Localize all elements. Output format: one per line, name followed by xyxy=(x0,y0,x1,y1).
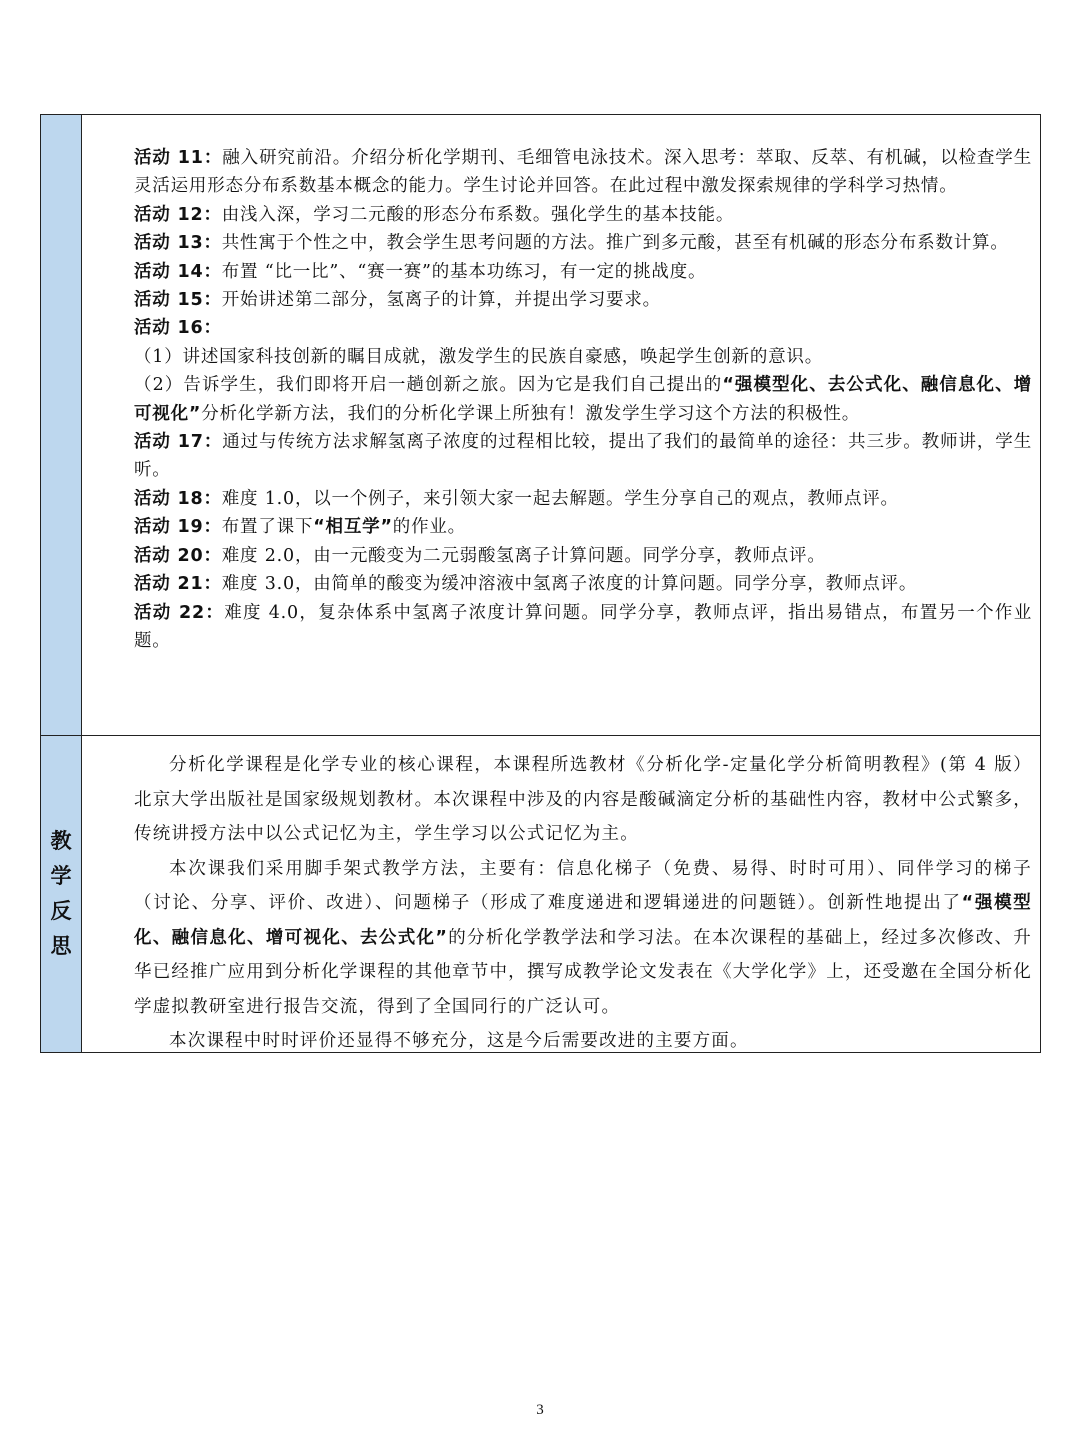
reflection-paragraph-2: 本次课我们采用脚手架式教学方法，主要有：信息化梯子（免费、易得、时时可用）、同伴学习的梯子（讨论、分享、评价、改进）、问题梯子（形成了难度递进和逻辑递进的问题链）。创新性地提出了“强模型化、融信息化、增可视化、去公式化”的分析化学教学法和学习法。在本次课程的基础上，经过多次修改、升华已经推广应用到分析化学课程的其他章节中，撰写成教学论文发表在《大学化学》上，还受邀在全国分析化学虚拟教研室进行报告交流，得到了全国同行的广泛认可。 xyxy=(134,858,1032,1017)
activity-22: 活动 22：难度 4.0，复杂体系中氢离子浓度计算问题。同学分享，教师点评，指出易错点，布置另一个作业题。 xyxy=(134,602,1032,651)
activity-17: 活动 17：通过与传统方法求解氢离子浓度的过程相比较，提出了我们的最简单的途径：共三步。教师讲，学生听。 xyxy=(134,432,1032,481)
activity-21: 活动 21：难度 3.0，由简单的酸变为缓冲溶液中氢离子浓度的计算问题。同学分享，教师点评。 xyxy=(134,574,918,595)
activity-11: 活动 11：融入研究前沿。介绍分析化学期刊、毛细管电泳技术。深入思考：萃取、反萃、有机碱，以检查学生灵活运用形态分布系数基本概念的能力。学生讨论并回答。在此过程中激发探索规律的学科学习热情。 xyxy=(134,148,1032,197)
reflection-side-cell xyxy=(41,736,82,1052)
activity-19: 活动 19：布置了课下“相互学”的作业。 xyxy=(134,517,466,538)
reflection-title: 教 学 反 思 xyxy=(50,829,72,958)
activity-12: 活动 12：由浅入深，学习二元酸的形态分布系数。强化学生的基本技能。 xyxy=(134,204,735,225)
reflection-paragraph-1: 分析化学课程是化学专业的核心课程，本课程所选教材《分析化学-定量化学分析简明教程》(第 4 版）北京大学出版社是国家级规划教材。本次课程中涉及的内容是酸碱滴定分析的基础性内容，教材中公式繁多，传统讲授方法中以公式记忆为主，学生学习以公式记忆为主。 xyxy=(134,755,1032,844)
activity-18: 活动 18：难度 1.0，以一个例子，来引领大家一起去解题。学生分享自己的观点，教师点评。 xyxy=(134,488,899,509)
reflection-content xyxy=(82,736,1040,1052)
activity-16-item-1: （1）讲述国家科技创新的瞩目成就，激发学生的民族自豪感，唤起学生创新的意识。 xyxy=(134,346,824,367)
reflection-row xyxy=(41,736,1040,1052)
lesson-table xyxy=(40,114,1041,1053)
activity-20: 活动 20：难度 2.0，由一元酸变为二元弱酸氢离子计算问题。同学分享，教师点评。 xyxy=(134,545,826,566)
reflection-paragraph-3: 本次课程中时时评价还显得不够充分，这是今后需要改进的主要方面。 xyxy=(169,1031,749,1051)
page-number: 3 xyxy=(536,1402,544,1418)
activity-16-item-2: （2）告诉学生，我们即将开启一趟创新之旅。因为它是我们自己提出的“强模型化、去公式化、融信息化、增可视化”分析化学新方法，我们的分析化学课上所独有！激发学生学习这个方法的积极性。 xyxy=(134,375,1032,424)
activity-14: 活动 14：布置 “比一比”、“赛一赛”的基本功练习，有一定的挑战度。 xyxy=(134,261,707,282)
activities-side-cell xyxy=(41,115,82,735)
activities-content xyxy=(82,115,1040,735)
activity-13: 活动 13：共性寓于个性之中，教会学生思考问题的方法。推广到多元酸，甚至有机碱的形态分布系数计算。 xyxy=(134,233,1009,254)
activities-row xyxy=(41,115,1040,736)
activity-15: 活动 15：开始讲述第二部分，氢离子的计算，并提出学习要求。 xyxy=(134,290,661,311)
activity-16: 活动 16： xyxy=(134,318,222,339)
